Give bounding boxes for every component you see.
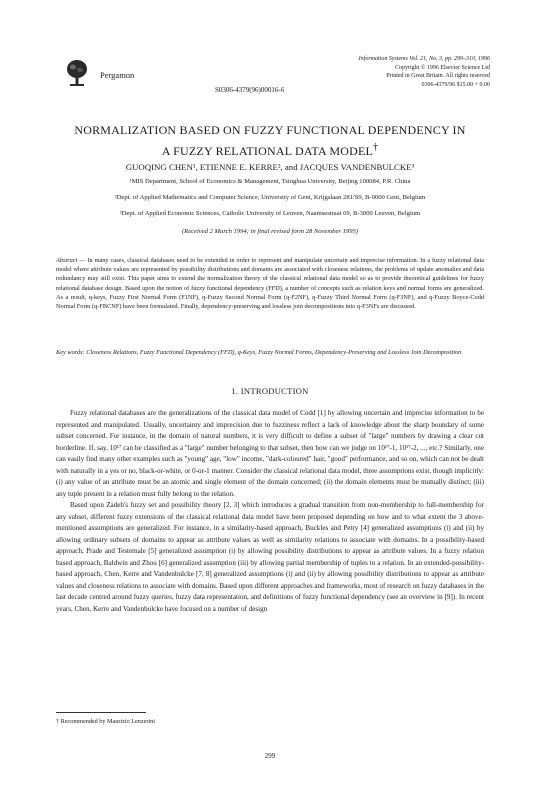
footnote: † Recommended by Maurizio Lenzerini bbox=[56, 718, 155, 725]
title-line-2-text: A FUZZY RELATIONAL DATA MODEL bbox=[161, 144, 374, 158]
copyright-line: Copyright © 1996 Elsevier Science Ltd bbox=[394, 64, 490, 71]
keywords bbox=[56, 348, 484, 357]
printed-line: Printed in Great Britain. All rights reserved bbox=[386, 73, 490, 80]
issn-line: 0306-4379/96 $15.00 + 0.00 bbox=[421, 81, 490, 88]
paragraph-2: Based upon Zadeh's fuzzy set and possibility theory [2, 3] which introduces a gradual transition from non-membership to full-membership for any subset, different fuzzy extensions of the classical relational data model have been proposed depending on how and to what extent the 3 above-mentioned assumptions are generalized. For instance, in a similarity-based approach, Buckles and Petry [4] generalized assumptions (i) and (ii) by allowing ordinary subsets of domains to appear as attribute values as well as similarity relations to associate with domains. In a possibility-based approach, Prade and Testemale [5] generalized assumption (i) by allowing possibility distributions to appear as attribute values. In a fuzzy relation based approach, Baldwin and Zhou [6] generalized assumption (iii) by allowing partial membership of tuples to a relation. In an extended-possibility-based approach, Chen, Kerre and Vandenbulcke [7, 8] generalized assumptions (i) and (ii) by allowing possibility distributions to appear as attribute values and closeness relations to associate with domains. Based upon different approaches and frameworks, most of research on fuzzy databases in the last decade centred around fuzzy queries, fuzzy data representation, and definitions of fuzzy functional dependency (see an overview in [9]). In recent years, Chen, Kerre and Vandenbulcke have focused on a number of design bbox=[56, 501, 484, 613]
section-number: 1. bbox=[231, 386, 239, 396]
received-date: (Received 2 March 1994; in final revised form 28 November 1995) bbox=[181, 228, 359, 235]
affiliation-3: ³Dept. of Applied Economic Sciences, Catholic University of Leuven, Naamsestraat 69, B-3000 Leuven, Belgium bbox=[119, 210, 421, 217]
publisher-logo-icon bbox=[64, 58, 90, 88]
abstract-text: — In many cases, classical databases need to be extended in order to represent and manipulate uncertain and imprecise information. In a fuzzy relational data model where attribute values are represented by possibility distributions and domains are associated with closeness relations, the problems of update anomalies and data redundancy may still exist. This paper aims to extend the normalization theory of the classical relational data model so as to provide theoretical guidelines for fuzzy relational database design. Based upon the notion of fuzzy functional dependency (FFD), a number of concepts such as relation keys and normal forms are generalized. As a result, q-keys, Fuzzy First Normal Form (F1NF), q-Fuzzy Second Normal Form (q-F2NF), q-Fuzzy Third Normal Form (q-F3NF), and q-Fuzzy Boyce-Codd Normal Form (q-FBCNF) have been formulated. Finally, dependency-preserving and lossless join decompositions into q-F3NFs are discussed. bbox=[56, 257, 484, 311]
journal-citation: Information Systems Vol. 21, No. 3, pp. 299–310, 1996 bbox=[358, 56, 490, 62]
paragraph-1: Fuzzy relational databases are the generalizations of the classical data model of Codd [1] by allowing uncertain and imprecise information to be represented and manipulated. Usually, uncertainty and imprecision due to fuzziness reflect a lack of knowledge about the sharp boundary of some subset concerned. For instance, in the domain of natural numbers, it is very difficult to define a subset of "large" numbers by drawing a clear cut borderline. If, say, 10¹⁷ can be classified as a "large" number belonging to that subset, then how can we judge on 10¹⁷-1, 10¹⁷-2, ..., etc.? Similarly, one can easily find many other examples such as "young" age, "low" income, "dark-coloured" hair, "good" performance, and so on, which can not be dealt with naturally in a yes or no, black-or-white, or 0-or-1 manner. Consider the classical relational data model, three assumptions exist, though implicitly: (i) any value of an attribute must be an atomic and single element of the domain concerned; (ii) the domain elements must be mutually distinct; (iii) any tuple present in a relation must fully belong to the relation. bbox=[56, 409, 484, 498]
keywords-label: Key words: bbox=[56, 349, 85, 356]
authors: GUOQING CHEN¹, ETIENNE E. KERRE², and JACQUES VANDENBULCKE³ bbox=[125, 162, 415, 172]
abstract-label: Abstract bbox=[56, 257, 78, 264]
section-title: INTRODUCTION bbox=[240, 386, 309, 396]
journal-info bbox=[300, 55, 490, 89]
publisher-name: Pergamon bbox=[100, 70, 135, 80]
title-line-1: NORMALIZATION BASED ON FUZZY FUNCTIONAL DEPENDENCY IN bbox=[74, 123, 466, 137]
title-line-2 bbox=[40, 139, 500, 160]
page-number: 299 bbox=[264, 752, 276, 760]
keywords-text: Closeness Relations, Fuzzy Functional Dependency (FFD), q-Keys, Fuzzy Normal Forms, Dependency-Preserving and Lossless Join Decomposition bbox=[86, 349, 462, 356]
body-text bbox=[56, 408, 484, 615]
affiliation-2: ²Dept. of Applied Mathematics and Computer Science, University of Gent, Krijgslaan 281/S9, B-9000 Gent, Belgium bbox=[114, 194, 426, 201]
footnote-divider bbox=[56, 712, 146, 713]
affiliation-1: ¹MIS Department, School of Economics & Management, Tsinghua University, Beijing 100084, P.R. China bbox=[129, 178, 411, 185]
title-footnote-mark: † bbox=[373, 142, 379, 153]
section-heading bbox=[40, 386, 500, 396]
abstract bbox=[56, 256, 484, 311]
doi: S0306-4379(96)00016-6 bbox=[215, 86, 285, 94]
paper-title bbox=[40, 122, 500, 160]
